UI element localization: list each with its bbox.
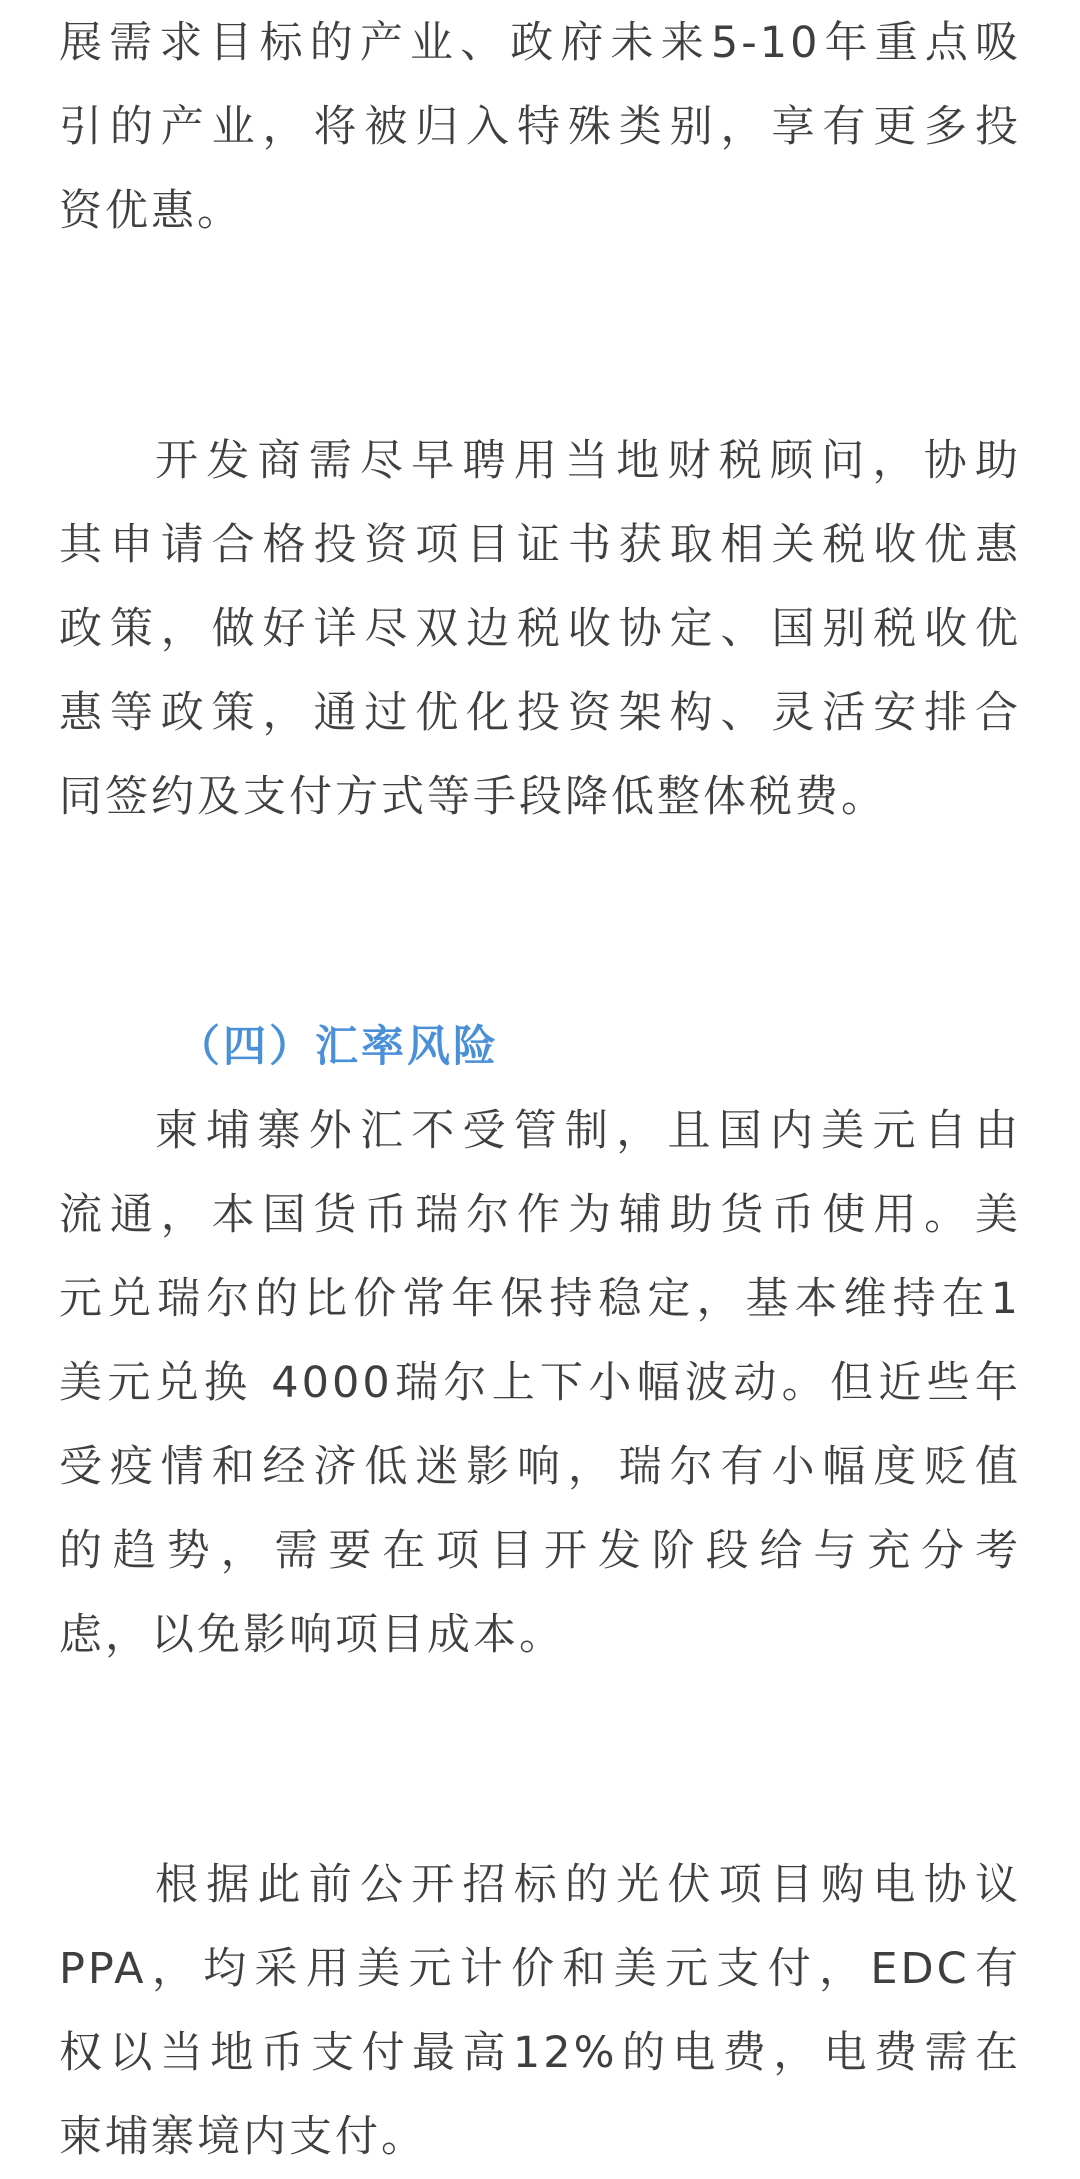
paragraph-line: 虑，以免影响项目成本。 [59,1610,565,1660]
paragraph-ppa-payment [59,1843,1021,2179]
paragraph-line: 流通，本国货币瑞尔作为辅助货币使用。美 [59,1190,1021,1240]
paragraph-investment-incentives [59,1,1021,253]
paragraph-line: 政策，做好详尽双边税收协定、国别税收优 [59,604,1021,654]
section-exchange-rate-risk [59,1005,1021,1677]
paragraph-line: PPA，均采用美元计价和美元支付，EDC有 [59,1944,1021,1994]
section-heading: （四）汇率风险 [177,1022,499,1072]
paragraph-line: 柬埔寨境内支付。 [59,2112,427,2162]
paragraph-line: 惠等政策，通过优化投资架构、灵活安排合 [59,688,1021,738]
paragraph-line: 的趋势，需要在项目开发阶段给与充分考 [59,1526,1021,1576]
paragraph-line: 其申请合格投资项目证书获取相关税收优惠 [59,520,1021,570]
paragraph-line: 资优惠。 [59,186,243,236]
paragraph-tax-advisor [59,419,1021,839]
paragraph-line: 元兑瑞尔的比价常年保持稳定，基本维持在1 [59,1274,1021,1324]
paragraph-spacer [59,1677,1021,1843]
paragraph-line: 展需求目标的产业、政府未来5-10年重点吸 [59,18,1021,68]
paragraph-line: 美元兑换 4000瑞尔上下小幅波动。但近些年 [59,1358,1021,1408]
paragraph-line: 同签约及支付方式等手段降低整体税费。 [59,772,887,822]
paragraph-line: 受疫情和经济低迷影响，瑞尔有小幅度贬值 [59,1442,1021,1492]
article-body [59,0,1021,2179]
paragraph-line: 引的产业，将被归入特殊类别，享有更多投 [59,102,1021,152]
paragraph-line: 权以当地币支付最高12%的电费，电费需在 [59,2028,1021,2078]
paragraph-line: 开发商需尽早聘用当地财税顾问，协助 [155,436,1021,486]
paragraph-line: 根据此前公开招标的光伏项目购电协议 [155,1860,1021,1910]
paragraph-line: 柬埔寨外汇不受管制，且国内美元自由 [155,1106,1021,1156]
paragraph-spacer [59,839,1021,1005]
paragraph-spacer [59,253,1021,419]
